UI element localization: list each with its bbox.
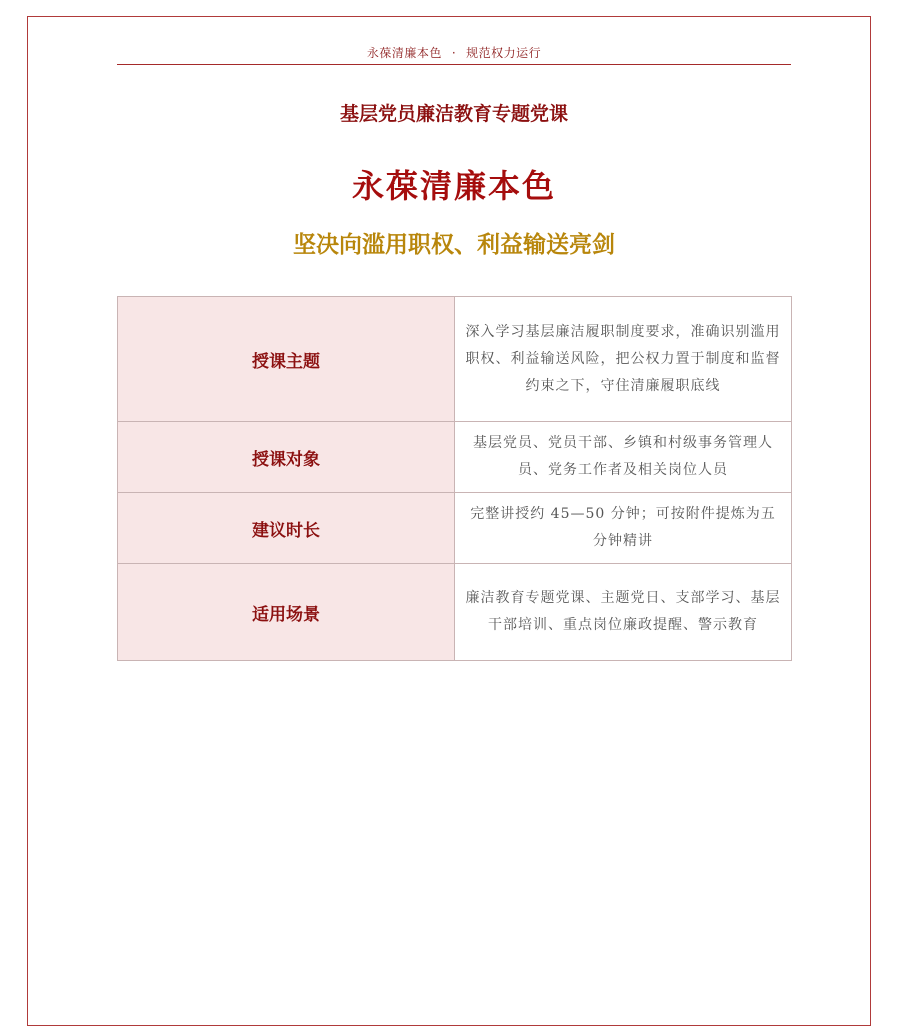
running-header-left: 永葆清廉本色 [366, 46, 442, 60]
table-row [118, 493, 792, 564]
row-value-topic: 深入学习基层廉洁履职制度要求，准确识别滥用职权、利益输送风险，把公权力置于制度和监督约束之下，守住清廉履职底线 [455, 297, 792, 422]
sub-title: 坚决向滥用职权、利益输送亮剑 [293, 232, 615, 258]
row-label-topic: 授课主题 [118, 297, 455, 422]
row-label-scenario: 适用场景 [118, 564, 455, 661]
table-row [118, 297, 792, 422]
running-header [117, 44, 791, 61]
row-label-audience: 授课对象 [118, 422, 455, 493]
table-row [118, 564, 792, 661]
running-header-separator: · [451, 46, 457, 60]
info-table [117, 296, 792, 661]
row-value-audience: 基层党员、党员干部、乡镇和村级事务管理人员、党务工作者及相关岗位人员 [455, 422, 792, 493]
table-row [118, 422, 792, 493]
row-value-duration: 完整讲授约 45—50 分钟；可按附件提炼为五分钟精讲 [455, 493, 792, 564]
header-rule [117, 64, 791, 65]
main-title: 永葆清廉本色 [351, 167, 556, 205]
row-label-duration: 建议时长 [118, 493, 455, 564]
row-value-scenario: 廉洁教育专题党课、主题党日、支部学习、基层干部培训、重点岗位廉政提醒、警示教育 [455, 564, 792, 661]
running-header-right: 规范权力运行 [466, 46, 542, 60]
course-label: 基层党员廉洁教育专题党课 [339, 103, 568, 125]
